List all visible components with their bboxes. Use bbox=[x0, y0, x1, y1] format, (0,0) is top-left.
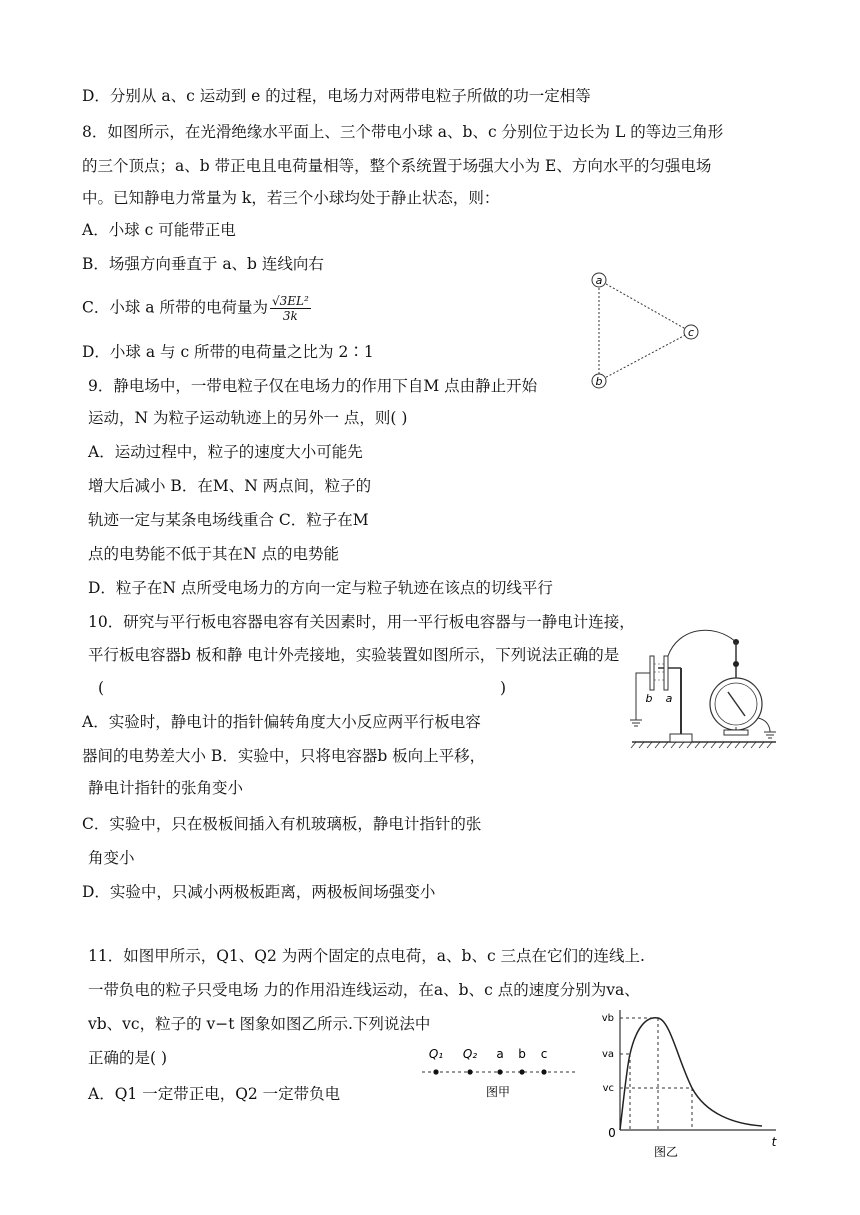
q10-paren-close: ) bbox=[500, 679, 507, 697]
q10-option-line-3: 静电计指针的张角变小 bbox=[88, 779, 244, 797]
q8-triangle-figure bbox=[580, 268, 710, 393]
q8-stem-line-3: 中。已知静电力常量为 k，若三个小球均处于静止状态，则： bbox=[82, 189, 500, 207]
q10-plate-a bbox=[664, 656, 668, 690]
q8-option-c-text: C．小球 a 所带的电荷量为 bbox=[82, 298, 268, 317]
q11-point-a bbox=[497, 1069, 502, 1074]
q11-tick-vb: vb bbox=[601, 1013, 614, 1024]
q8-option-c bbox=[82, 294, 311, 323]
q8-option-c-fraction bbox=[270, 294, 311, 323]
q10-option-line-1: A．实验时，静电计的指针偏转角度大小反应两平行板电容 bbox=[82, 713, 481, 731]
q8-stem-line-1: 8．如图所示，在光滑绝缘水平面上、三个带电小球 a、b、c 分别位于边长为 L 的等边三角形 bbox=[82, 123, 724, 141]
q10-ground-symbol-left bbox=[630, 720, 642, 726]
q8-label-c: c bbox=[687, 326, 695, 339]
q9-option-line-3: 轨迹一定与某条电场线重合 C．粒子在M bbox=[88, 511, 369, 529]
q10-label-a: a bbox=[665, 692, 673, 705]
q11-label-a: a bbox=[496, 1047, 504, 1061]
q11-stem-line-3: vb、vc，粒子的 v−t 图象如图乙所示.下列说法中 bbox=[88, 1015, 431, 1033]
q10-option-line-2: 器间的电势差大小 B．实验中，只将电容器b 板向上平移， bbox=[82, 747, 486, 765]
q11-option-a: A．Q1 一定带正电，Q2 一定带负电 bbox=[88, 1085, 341, 1103]
q8-option-a: A．小球 c 可能带正电 bbox=[82, 221, 236, 239]
q9-option-line-4: 点的电势能不低于其在N 点的电势能 bbox=[88, 545, 339, 563]
q11-point-c bbox=[541, 1069, 546, 1074]
q10-plate-gap-lines bbox=[654, 664, 664, 680]
q8-edge-ac bbox=[599, 280, 691, 332]
q11-point-q2 bbox=[467, 1069, 472, 1074]
q10-connect-wire bbox=[668, 630, 736, 656]
q8-option-b: B．场强方向垂直于 a、b 连线向右 bbox=[82, 255, 324, 273]
q9-option-line-1: A．运动过程中，粒子的速度大小可能先 bbox=[88, 443, 363, 461]
q8-edge-bc bbox=[599, 332, 691, 381]
q9-option-d: D．粒子在N 点所受电场力的方向一定与粒子轨迹在该点的切线平行 bbox=[88, 579, 553, 597]
q11-label-q2: Q₂ bbox=[462, 1047, 478, 1061]
q11-figure-jia bbox=[420, 1042, 580, 1104]
q7-option-d: D．分别从 a、c 运动到 e 的过程，电场力对两带电粒子所做的功一定相等 bbox=[82, 87, 591, 105]
q9-option-line-2: 增大后减小 B．在M、N 两点间，粒子的 bbox=[88, 477, 372, 495]
q11-guide-lines bbox=[620, 1018, 692, 1130]
q11-t-axis-label: t bbox=[771, 1135, 777, 1149]
q11-stem-line-1: 11．如图甲所示，Q1、Q2 为两个固定的点电荷，a、b、c 三点在它们的连线上. bbox=[88, 947, 645, 965]
q8-fraction-denominator: 3k bbox=[282, 309, 298, 323]
q11-tick-va: va bbox=[601, 1049, 614, 1060]
q10-stem-line-1: 10．研究与平行板电容器电容有关因素时，用一平行板电容器与一静电计连接， bbox=[88, 613, 635, 631]
q8-fraction-numerator: √3EL² bbox=[271, 294, 309, 308]
q11-point-q1 bbox=[433, 1069, 438, 1074]
q10-ground-symbol-right bbox=[764, 732, 776, 738]
q8-stem-line-2: 的三个顶点；a、b 带正电且电荷量相等，整个系统置于场强大小为 E、方向水平的匀强电场 bbox=[82, 157, 712, 175]
q11-caption-jia: 图甲 bbox=[485, 1085, 511, 1099]
q10-stand-base bbox=[670, 734, 692, 742]
q11-point-b bbox=[519, 1069, 524, 1074]
q10-apparatus-figure bbox=[618, 628, 778, 753]
q9-stem-line-1: 9．静电场中，一带电粒子仅在电场力的作用下自M 点由静止开始 bbox=[88, 377, 538, 395]
q10-paren-open: ( bbox=[98, 679, 105, 697]
q10-plate-b bbox=[650, 656, 654, 690]
q10-label-b: b bbox=[645, 692, 653, 705]
q11-stem-line-2: 一带负电的粒子只受电场 力的作用沿连线运动，在a、b、c 点的速度分别为va、 bbox=[88, 981, 640, 999]
q8-label-a: a bbox=[595, 274, 603, 287]
q10-option-c-cont: 角变小 bbox=[88, 849, 135, 867]
q10-ground-wire-case bbox=[758, 718, 770, 732]
q10-electrometer-foot bbox=[724, 730, 748, 735]
q11-tick-vc: vc bbox=[602, 1083, 614, 1094]
q10-stem-line-2: 平行板电容器b 板和静 电计外壳接地，实验装置如图所示，下列说法正确的是 bbox=[88, 646, 620, 664]
q11-label-c: c bbox=[540, 1047, 548, 1061]
q11-label-b: b bbox=[518, 1047, 526, 1061]
q8-option-d: D．小球 a 与 c 所带的电荷量之比为 2∶1 bbox=[82, 343, 374, 361]
q11-figure-yi bbox=[594, 1006, 786, 1164]
q11-vt-curve bbox=[620, 1018, 762, 1130]
q8-label-b: b bbox=[595, 375, 603, 388]
q9-stem-line-2: 运动，N 为粒子运动轨迹上的另外一 点，则( ) bbox=[88, 409, 408, 427]
q10-option-d: D．实验中，只减小两极板距离，两极板间场强变小 bbox=[82, 883, 436, 901]
q10-electrometer-joint bbox=[733, 661, 739, 667]
q10-base-hatch bbox=[631, 742, 772, 748]
q11-origin-label: 0 bbox=[608, 1126, 616, 1140]
q11-caption-yi: 图乙 bbox=[653, 1145, 679, 1159]
q10-option-c: C．实验中，只在极板间插入有机玻璃板，静电计指针的张 bbox=[82, 815, 482, 833]
q11-label-q1: Q₁ bbox=[428, 1047, 444, 1061]
q11-stem-line-4: 正确的是( ) bbox=[88, 1049, 168, 1067]
